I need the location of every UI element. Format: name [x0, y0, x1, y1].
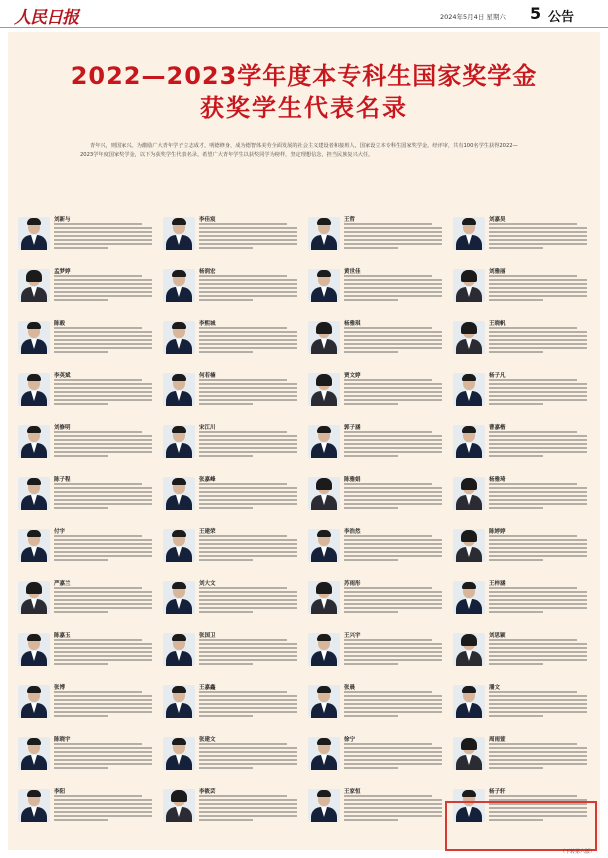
student-entry — [449, 423, 594, 458]
student-entry — [159, 267, 304, 302]
student-entry — [449, 267, 594, 302]
student-name: 潘文 — [489, 685, 501, 691]
student-name: 张国卫 — [199, 633, 216, 639]
student-bio-text — [199, 223, 297, 251]
student-bio-text — [199, 535, 297, 563]
student-entry — [14, 267, 159, 302]
student-entry — [304, 527, 449, 562]
student-photo — [18, 737, 50, 770]
student-entry — [449, 319, 594, 354]
student-name: 王建荣 — [199, 529, 216, 535]
student-bio-text — [489, 275, 587, 303]
student-photo — [18, 529, 50, 562]
student-name: 杨雅琪 — [344, 321, 361, 327]
student-bio-text — [54, 379, 152, 407]
student-name: 刘思颖 — [489, 633, 506, 639]
student-entry — [14, 319, 159, 354]
student-entry — [159, 215, 304, 250]
student-entry — [304, 371, 449, 406]
student-name: 刘嘉昊 — [489, 217, 506, 223]
student-bio-text — [54, 275, 152, 303]
masthead — [0, 0, 608, 28]
student-bio-text — [199, 431, 297, 459]
student-bio-text — [344, 587, 442, 615]
student-entry — [449, 579, 594, 614]
intro-paragraph: 青年兴，则国家兴。为激励广大青年学子立志成才，明德修身，成为德智体美劳全面发展的社会主义建设者和接班人，国家设立本专科生国家奖学金。经评审，共有100名学生获得2022—2023学年度国家奖学金，以下为获奖学生代表名录。希望广大青年学生以获奖同学为榜样，坚定理想信念，担当民族复兴大任。 — [80, 143, 518, 158]
student-photo — [308, 737, 340, 770]
student-photo — [163, 373, 195, 406]
student-bio-text — [344, 743, 442, 771]
student-bio-text — [199, 691, 297, 719]
student-entry — [159, 787, 304, 822]
student-photo — [163, 321, 195, 354]
student-photo — [18, 217, 50, 250]
student-bio-text — [344, 223, 442, 251]
student-bio-text — [54, 743, 152, 771]
student-entry — [304, 475, 449, 510]
student-photo — [18, 789, 50, 822]
student-entry — [304, 215, 449, 250]
student-name: 刘雅丽 — [489, 269, 506, 275]
student-name: 王晓帆 — [489, 321, 506, 327]
student-photo — [453, 581, 485, 614]
headline-line-2: 获奖学生代表名录 — [200, 94, 408, 122]
student-bio-text — [344, 327, 442, 355]
student-name: 刘大文 — [199, 581, 216, 587]
student-photo — [453, 217, 485, 250]
student-photo — [18, 321, 50, 354]
student-bio-text — [199, 743, 297, 771]
section-name: 公告 — [548, 10, 575, 25]
student-name: 王嘉鑫 — [199, 685, 216, 691]
student-name: 刘新与 — [54, 217, 71, 223]
student-entry — [159, 475, 304, 510]
student-photo — [453, 737, 485, 770]
student-entry — [14, 735, 159, 770]
student-photo — [308, 425, 340, 458]
student-entry — [304, 735, 449, 770]
student-bio-text — [489, 431, 587, 459]
student-bio-text — [54, 327, 152, 355]
student-bio-text — [344, 639, 442, 667]
student-bio-text — [344, 795, 442, 823]
student-photo — [18, 425, 50, 458]
continued-note: （下转第六版） — [560, 849, 596, 855]
student-entry — [304, 683, 449, 718]
student-bio-text — [54, 223, 152, 251]
student-photo — [308, 633, 340, 666]
student-photo — [453, 685, 485, 718]
student-bio-text — [344, 691, 442, 719]
student-name: 苏雨彤 — [344, 581, 361, 587]
student-photo — [18, 269, 50, 302]
student-name: 郭子涵 — [344, 425, 361, 431]
student-photo — [163, 633, 195, 666]
student-bio-text — [54, 431, 152, 459]
student-photo — [163, 269, 195, 302]
student-photo — [163, 685, 195, 718]
newspaper-logo: 人民日报 — [14, 8, 78, 28]
student-bio-text — [489, 327, 587, 355]
student-name: 刘修明 — [54, 425, 71, 431]
student-name: 李阳 — [54, 789, 66, 795]
student-photo — [308, 373, 340, 406]
student-photo — [453, 529, 485, 562]
student-name: 杨雅琦 — [489, 477, 506, 483]
student-name: 杨子轩 — [489, 789, 506, 795]
student-bio-text — [344, 483, 442, 511]
student-bio-text — [199, 795, 297, 823]
student-grid — [14, 215, 594, 845]
student-name: 张建文 — [199, 737, 216, 743]
student-name: 陈毅 — [54, 321, 66, 327]
student-entry — [159, 579, 304, 614]
student-photo — [453, 425, 485, 458]
student-entry — [449, 371, 594, 406]
student-name: 陈雅娟 — [344, 477, 361, 483]
student-photo — [453, 269, 485, 302]
student-entry — [159, 683, 304, 718]
student-name: 陈婷婷 — [489, 529, 506, 535]
student-photo — [308, 685, 340, 718]
student-entry — [449, 735, 594, 770]
student-photo — [163, 477, 195, 510]
student-name: 何若楠 — [199, 373, 216, 379]
student-photo — [453, 373, 485, 406]
student-photo — [163, 529, 195, 562]
student-bio-text — [489, 483, 587, 511]
student-name: 陈晓宇 — [54, 737, 71, 743]
student-entry — [14, 215, 159, 250]
student-bio-text — [199, 379, 297, 407]
student-photo — [18, 373, 50, 406]
student-name: 陈子程 — [54, 477, 71, 483]
student-entry — [14, 475, 159, 510]
student-entry — [449, 631, 594, 666]
student-entry — [14, 579, 159, 614]
student-name: 张嘉峰 — [199, 477, 216, 483]
student-entry — [14, 423, 159, 458]
student-entry — [159, 735, 304, 770]
student-name: 李佳宸 — [199, 217, 216, 223]
student-bio-text — [54, 639, 152, 667]
student-photo — [18, 685, 50, 718]
student-entry — [159, 423, 304, 458]
student-bio-text — [489, 639, 587, 667]
student-entry — [449, 683, 594, 718]
student-photo — [453, 477, 485, 510]
student-bio-text — [489, 379, 587, 407]
student-name: 杨子凡 — [489, 373, 506, 379]
student-name: 周雨萱 — [489, 737, 506, 743]
student-name: 王哲 — [344, 217, 356, 223]
student-photo — [308, 217, 340, 250]
student-bio-text — [199, 483, 297, 511]
student-name: 贾文婷 — [344, 373, 361, 379]
student-entry — [159, 319, 304, 354]
student-entry — [304, 631, 449, 666]
student-name: 杨润宏 — [199, 269, 216, 275]
student-name: 黄世佳 — [344, 269, 361, 275]
student-photo — [163, 425, 195, 458]
student-entry — [304, 423, 449, 458]
student-entry — [304, 579, 449, 614]
student-bio-text — [54, 691, 152, 719]
student-name: 严嘉兰 — [54, 581, 71, 587]
student-name: 李浩然 — [344, 529, 361, 535]
student-photo — [163, 737, 195, 770]
student-photo — [163, 217, 195, 250]
student-name: 孟梦婷 — [54, 269, 71, 275]
student-photo — [308, 477, 340, 510]
student-name: 李熙城 — [199, 321, 216, 327]
student-entry — [304, 319, 449, 354]
student-name: 王梓涵 — [489, 581, 506, 587]
student-photo — [163, 581, 195, 614]
page-number: 5 — [530, 4, 542, 23]
student-entry — [159, 631, 304, 666]
student-bio-text — [344, 379, 442, 407]
student-photo — [308, 321, 340, 354]
highlight-box — [445, 801, 597, 851]
issue-date: 2024年5月4日 星期六 — [440, 13, 506, 21]
student-photo — [308, 269, 340, 302]
student-bio-text — [199, 327, 297, 355]
student-bio-text — [344, 275, 442, 303]
student-bio-text — [344, 431, 442, 459]
student-entry — [159, 527, 304, 562]
headline-line-1: 2022—2023学年度本专科生国家奖学金 — [70, 62, 538, 90]
student-bio-text — [489, 743, 587, 771]
student-bio-text — [489, 223, 587, 251]
student-photo — [453, 633, 485, 666]
student-photo — [453, 321, 485, 354]
student-entry — [14, 527, 159, 562]
student-name: 张晨 — [344, 685, 356, 691]
student-entry — [449, 475, 594, 510]
student-entry — [14, 371, 159, 406]
student-entry — [304, 787, 449, 822]
student-photo — [18, 581, 50, 614]
student-photo — [308, 529, 340, 562]
student-entry — [14, 787, 159, 822]
student-name: 王家恒 — [344, 789, 361, 795]
student-bio-text — [54, 795, 152, 823]
student-name: 张博 — [54, 685, 66, 691]
student-bio-text — [54, 587, 152, 615]
student-name: 宋江川 — [199, 425, 216, 431]
student-entry — [14, 683, 159, 718]
student-bio-text — [344, 535, 442, 563]
student-bio-text — [199, 275, 297, 303]
student-name: 李筱芸 — [199, 789, 216, 795]
student-bio-text — [199, 587, 297, 615]
student-entry — [304, 267, 449, 302]
student-photo — [18, 477, 50, 510]
student-name: 付宇 — [54, 529, 66, 535]
student-name: 李英斌 — [54, 373, 71, 379]
student-entry — [449, 527, 594, 562]
student-name: 王兴宇 — [344, 633, 361, 639]
student-photo — [163, 789, 195, 822]
student-bio-text — [489, 587, 587, 615]
student-entry — [14, 631, 159, 666]
student-bio-text — [489, 535, 587, 563]
student-entry — [449, 215, 594, 250]
student-bio-text — [199, 639, 297, 667]
student-bio-text — [54, 483, 152, 511]
student-name: 曹嘉楷 — [489, 425, 506, 431]
student-photo — [18, 633, 50, 666]
student-name: 陈嘉玉 — [54, 633, 71, 639]
student-bio-text — [489, 691, 587, 719]
student-photo — [308, 581, 340, 614]
student-entry — [159, 371, 304, 406]
student-name: 徐宁 — [344, 737, 356, 743]
student-photo — [308, 789, 340, 822]
student-bio-text — [54, 535, 152, 563]
